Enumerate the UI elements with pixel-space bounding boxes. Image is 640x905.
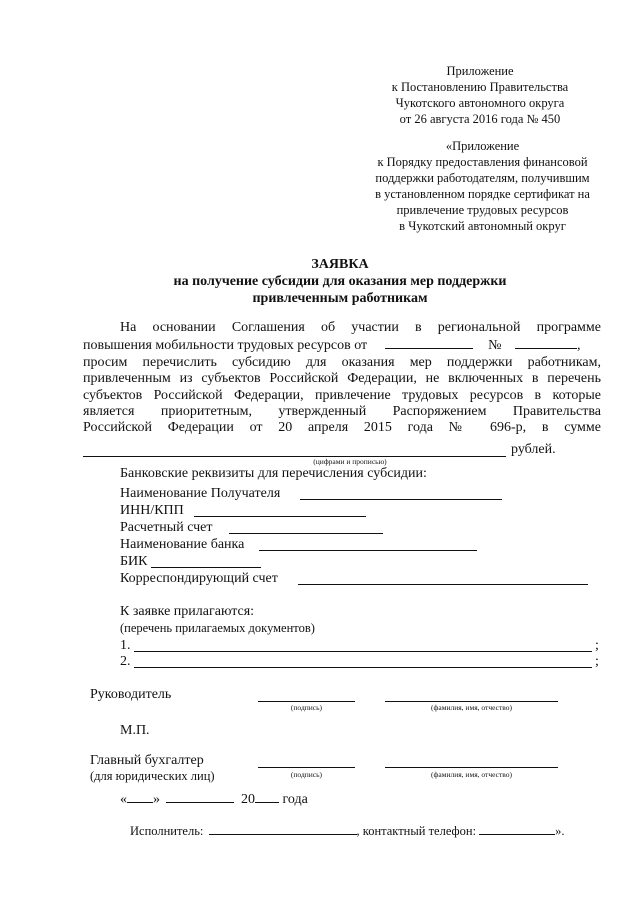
recipient-field[interactable] — [300, 499, 502, 500]
name-caption: (фамилия, имя, отчество) — [431, 703, 512, 712]
procedure-appendix-header — [355, 138, 610, 234]
subtitle-line: на получение субсидии для оказания мер поддержки — [173, 274, 507, 289]
title: ЗАЯВКА — [311, 257, 369, 272]
para-line: просим перечислить субсидию для оказания мер поддержки работникам, — [83, 354, 601, 370]
phone-field[interactable] — [479, 822, 555, 835]
para-line: привлеченным из субъектов Российской Федерации, не включенных в перечень — [83, 371, 601, 387]
corr-account-label: Корреспондирующий счет — [120, 571, 278, 586]
inn-kpp-label: ИНН/КПП — [120, 503, 184, 518]
comma: , — [577, 338, 581, 354]
subtitle-line: привлеченным работникам — [252, 291, 428, 306]
century: 20 — [241, 792, 255, 807]
date-line — [120, 790, 308, 808]
head-label: Руководитель — [90, 687, 172, 702]
header-line: Приложение — [446, 64, 514, 78]
executor-line — [130, 822, 565, 840]
account-field[interactable] — [229, 533, 383, 534]
attachment-1-field[interactable] — [134, 651, 592, 652]
bik-field[interactable] — [151, 567, 261, 568]
name-caption: (фамилия, имя, отчество) — [431, 770, 512, 779]
signature-caption: (подпись) — [290, 770, 323, 779]
header-line: привлечение трудовых ресурсов — [396, 203, 569, 217]
year-label: года — [282, 792, 308, 807]
rubles-label: рублей. — [511, 442, 556, 457]
amount-caption: (цифрами и прописью) — [313, 457, 387, 466]
para-line: На основании Соглашения об участии в региональной программе — [120, 320, 601, 335]
accountant-name-field[interactable] — [385, 767, 558, 768]
closing-quote: ». — [555, 824, 565, 838]
date-day-field[interactable] — [127, 790, 153, 803]
executor-field[interactable] — [209, 822, 357, 835]
legal-entities-note: (для юридических лиц) — [90, 769, 215, 783]
para-line — [83, 336, 601, 354]
account-label: Расчетный счет — [120, 520, 213, 535]
recipient-label: Наименование Получателя — [120, 486, 281, 501]
accountant-signature-field[interactable] — [258, 767, 355, 768]
close-quote: » — [153, 792, 160, 807]
bank-details-heading: Банковские реквизиты для перечисления субсидии: — [120, 466, 427, 481]
document-title — [80, 256, 600, 307]
header-line: к Порядку предоставления финансовой — [377, 155, 588, 169]
appendix-header — [370, 63, 590, 127]
agreement-date-field[interactable] — [385, 336, 473, 349]
inn-kpp-field[interactable] — [194, 516, 366, 517]
number-sign: № — [488, 338, 502, 354]
corr-account-field[interactable] — [298, 584, 588, 585]
bank-name-field[interactable] — [259, 550, 477, 551]
signature-caption: (подпись) — [290, 703, 323, 712]
attachment-item-number: 1. — [120, 638, 131, 653]
date-year-field[interactable] — [255, 790, 279, 803]
header-line: в Чукотский автономный округ — [399, 219, 566, 233]
header-line: «Приложение — [445, 139, 520, 153]
accountant-label: Главный бухгалтер — [90, 753, 204, 768]
attachments-heading: К заявке прилагаются: — [120, 604, 255, 619]
date-month-field[interactable] — [166, 790, 234, 803]
head-signature-field[interactable] — [258, 701, 355, 702]
para-text: повышения мобильности трудовых ресурсов от — [83, 338, 368, 354]
header-line: в установленном порядке сертификат на — [375, 187, 590, 201]
agreement-number-field[interactable] — [515, 336, 577, 349]
para-line: является приоритетным, утвержденный Распоряжением Правительства — [83, 404, 601, 420]
bank-name-label: Наименование банка — [120, 537, 245, 552]
open-quote: « — [120, 792, 127, 807]
semicolon: ; — [595, 654, 599, 669]
semicolon: ; — [595, 638, 599, 653]
header-line: к Постановлению Правительства — [391, 80, 569, 94]
phone-label: , контактный телефон: — [356, 824, 477, 838]
bik-label: БИК — [120, 554, 148, 569]
header-line: Чукотского автономного округа — [395, 96, 565, 110]
para-line: субъектов Российской Федерации, привлечение трудовых ресурсов в которые — [83, 387, 601, 403]
stamp-label: М.П. — [120, 723, 150, 738]
header-line: от 26 августа 2016 года № 450 — [399, 112, 561, 126]
attachment-2-field[interactable] — [134, 667, 592, 668]
request-paragraph — [83, 320, 601, 437]
attachment-item-number: 2. — [120, 654, 131, 669]
attachments-note: (перечень прилагаемых документов) — [120, 621, 315, 635]
executor-label: Исполнитель: — [130, 824, 204, 838]
para-line: Российской Федерации от 20 апреля 2015 года № 696-р, в сумме — [83, 420, 601, 436]
header-line: поддержки работодателям, получившим — [375, 171, 590, 185]
head-name-field[interactable] — [385, 701, 558, 702]
